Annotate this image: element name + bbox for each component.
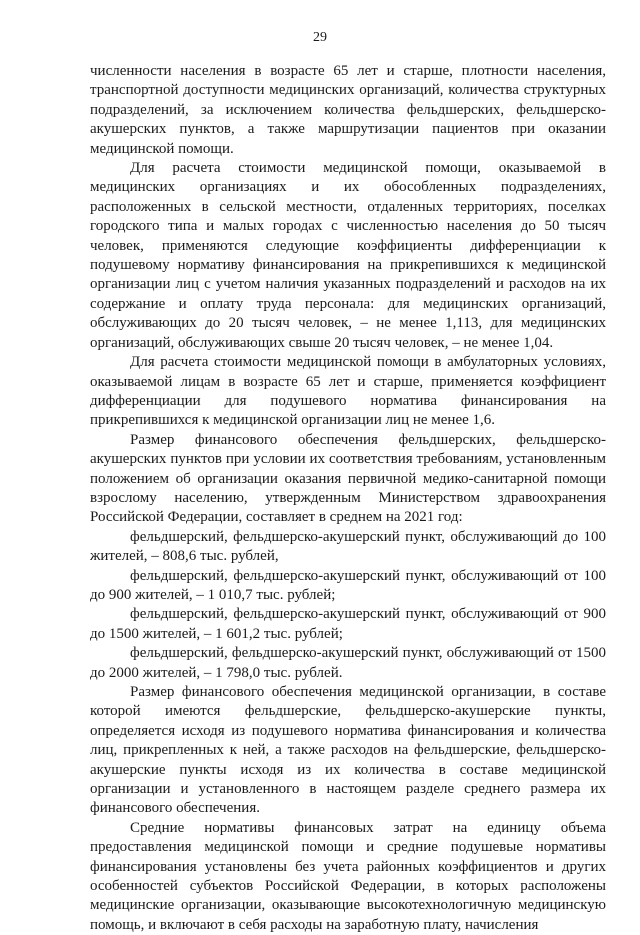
page-number: 29 [313,30,327,45]
paragraph: Средние нормативы финансовых затрат на единицу объема предоставления медицинской помощи и средние подушевые нормативы финансирования установлены без учета районных коэффициентов и других особенностей субъектов Российской Федерации, в которых расположены медицинские организации, оказывающие высокотехнологичную медицинскую помощь, и включают в себя расходы на заработную плату, начисления [90,819,606,933]
list-item: фельдшерский, фельдшерско-акушерский пункт, обслуживающий от 900 до 1500 жителей, – 1 601,2 тыс. рублей; [90,606,606,642]
paragraph: численности населения в возрасте 65 лет и старше, плотности населения, транспортной доступности медицинских организаций, количества структурных подразделений, за исключением количества фельдшерских, фельдшерско-акушерских пунктов, а также маршрутизации пациентов при оказании медицинской помощи. [90,63,606,157]
document-body [90,62,606,935]
list-item: фельдшерский, фельдшерско-акушерский пункт, обслуживающий до 100 жителей, – 808,6 тыс. рублей, [90,528,606,565]
paragraph: Размер финансового обеспечения медицинской организации, в составе которой имеются фельдшерские, фельдшерско-акушерские пункты, определяется исходя из подушевого норматива финансирования и количества лиц, прикрепленных к ней, а также расходов на фельдшерские, фельдшерско-акушерские пункты исходя из их количества в составе медицинской организации и установленного в настоящем разделе среднего размера их финансового обеспечения. [90,684,606,817]
list-item: фельдшерский, фельдшерско-акушерский пункт, обслуживающий от 1500 до 2000 жителей, – 1 798,0 тыс. рублей. [90,645,606,681]
paragraph: Для расчета стоимости медицинской помощи, оказываемой в медицинских организациях и их обособленных подразделениях, расположенных в сельской местности, отдаленных территориях, поселках городского типа и малых городах с численностью населения до 50 тысяч человек, применяются следующие коэффициенты дифференциации к подушевому нормативу финансирования на прикрепившихся к медицинской организации лиц с учетом наличия указанных подразделений и расходов на их содержание и оплату труда персонала: для медицинских организаций, обслуживающих до 20 тысяч человек, – не менее 1,113, для медицинских организаций, обслуживающих свыше 20 тысяч человек, – не менее 1,04. [90,160,606,351]
paragraph: Для расчета стоимости медицинской помощи в амбулаторных условиях, оказываемой лицам в возрасте 65 лет и старше, применяется коэффициент дифференциации для подушевого норматива финансирования на прикрепившихся к медицинской организации лиц не менее 1,6. [90,354,606,429]
list-item: фельдшерский, фельдшерско-акушерский пункт, обслуживающий от 100 до 900 жителей, – 1 010,7 тыс. рублей; [90,567,606,603]
paragraph: Размер финансового обеспечения фельдшерских, фельдшерско-акушерских пунктов при условии их соответствия требованиям, установленным положением об организации оказания первичной медико-санитарной помощи взрослому населению, утвержденным Министерством здравоохранения Российской Федерации, составляет в среднем на 2021 год: [90,431,606,526]
